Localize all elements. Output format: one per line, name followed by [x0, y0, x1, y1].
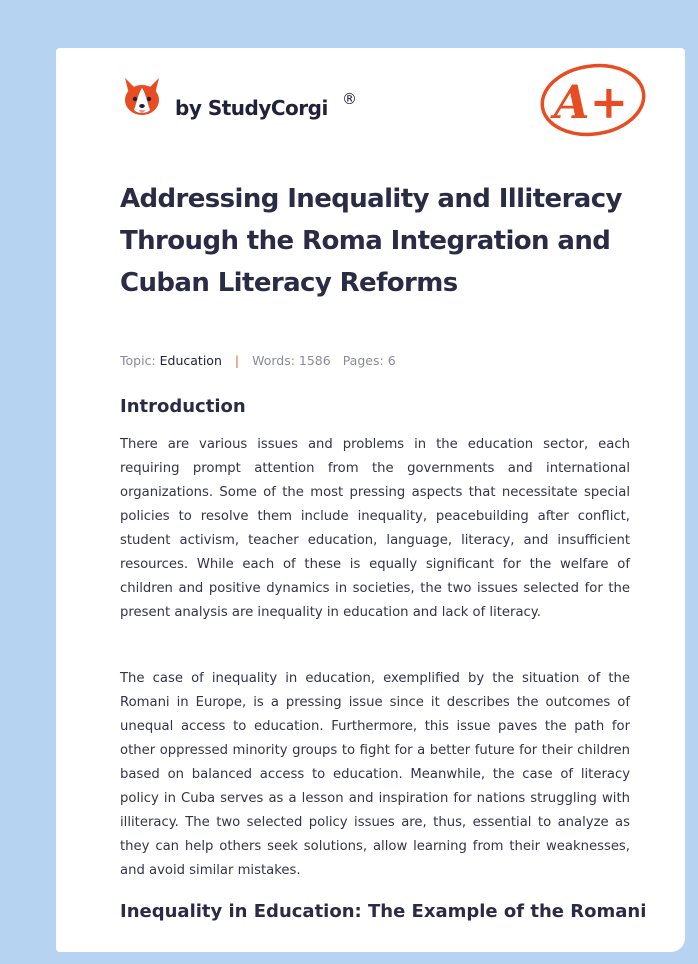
document-meta	[120, 353, 396, 368]
grade-badge	[538, 60, 648, 140]
grade-text: A+	[553, 75, 629, 129]
document-title: Addressing Inequality and Illiteracy Through the Roma Integration and Cuban Literacy Reforms	[120, 184, 622, 298]
paragraph-1: There are various issues and problems in the education sector, each requiring prompt attention from the governments and international organizations. Some of the most pressing aspects that necessitate special policies to resolve them include inequality, peacebuilding after conflict, student activism, teacher education, language, literacy, and insufficient resources. While each of these is equally significant for the welfare of children and positive dynamics in societies, the two issues selected for the present analysis are inequality in education and lack of literacy.	[120, 437, 630, 620]
meta-separator: |	[234, 353, 240, 368]
corgi-logo-icon	[122, 76, 162, 120]
topic-value[interactable]: Education	[159, 353, 222, 368]
pages-value: 6	[387, 353, 396, 368]
paragraph-2: The case of inequality in education, exemplified by the situation of the Romani in Europe, is a pressing issue since it describes the outcomes of unequal access to education. Furthermore, this issue paves the path for other oppressed minority groups to fight for a better future for their children based on balanced access to education. Meanwhile, the case of literacy policy in Cuba serves as a lesson and inspiration for nations struggling with illiteracy. The two selected policy issues are, thus, essential to analyze as they can help others seek solutions, allow learning from their weaknesses, and avoid similar mistakes.	[120, 671, 630, 878]
page-header	[56, 48, 685, 168]
pages-label: Pages:	[342, 353, 384, 368]
words-label: Words:	[252, 353, 295, 368]
section-heading-introduction: Introduction	[120, 396, 246, 417]
brand-name[interactable]: by StudyCorgi	[175, 96, 328, 120]
section-heading-inequality: Inequality in Education: The Example of the Romani	[120, 901, 647, 922]
document-page	[56, 48, 685, 952]
words-value: 1586	[298, 353, 331, 368]
topic-label: Topic:	[120, 353, 156, 368]
registered-mark: ®	[342, 90, 357, 108]
